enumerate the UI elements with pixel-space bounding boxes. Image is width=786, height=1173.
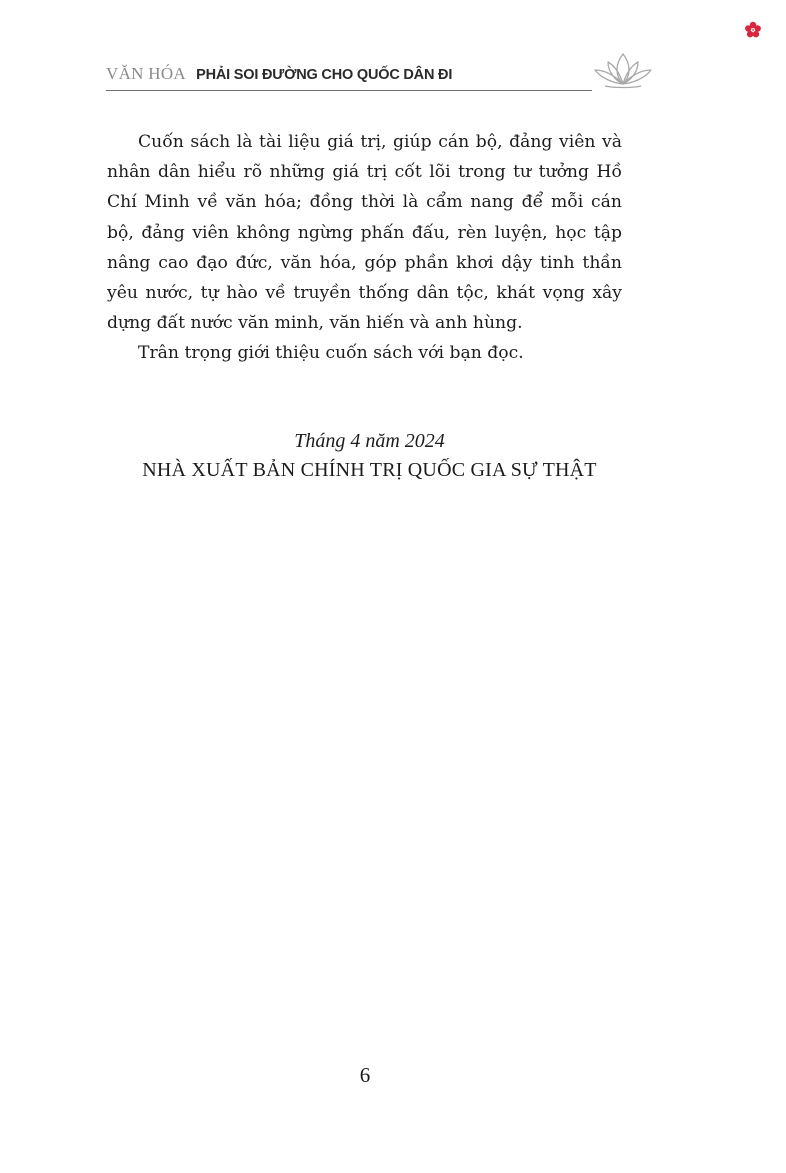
- flower-icon: [744, 21, 762, 39]
- lotus-icon: [593, 50, 653, 92]
- header-series: VĂN HÓA: [106, 64, 187, 83]
- signature-publisher: NHÀ XUẤT BẢN CHÍNH TRỊ QUỐC GIA SỰ THẬT: [142, 459, 597, 481]
- running-header: [106, 62, 592, 91]
- signature-block: [107, 427, 632, 485]
- signature-date: Tháng 4 năm 2024: [294, 430, 445, 452]
- page-number: 6: [359, 1063, 371, 1087]
- body-paragraph: Cuốn sách là tài liệu giá trị, giúp cán bộ, đảng viên và nhân dân hiểu rõ những giá trị cốt lõi trong tư tưởng Hồ Chí Minh về văn hóa; đồng thời là cẩm nang để mỗi cán bộ, đảng viên không ngừng phấn đấu, rèn luyện, học tập nâng cao đạo đức, văn hóa, góp phần khơi dậy tinh thần yêu nước, tự hào về truyền thống dân tộc, khát vọng xây dựng đất nước văn minh, văn hiến và anh hùng.: [107, 132, 622, 334]
- body-paragraph: Trân trọng giới thiệu cuốn sách với bạn đọc.: [138, 343, 524, 364]
- header-title: PHẢI SOI ĐƯỜNG CHO QUỐC DÂN ĐI: [196, 67, 453, 83]
- body-text: [107, 127, 622, 369]
